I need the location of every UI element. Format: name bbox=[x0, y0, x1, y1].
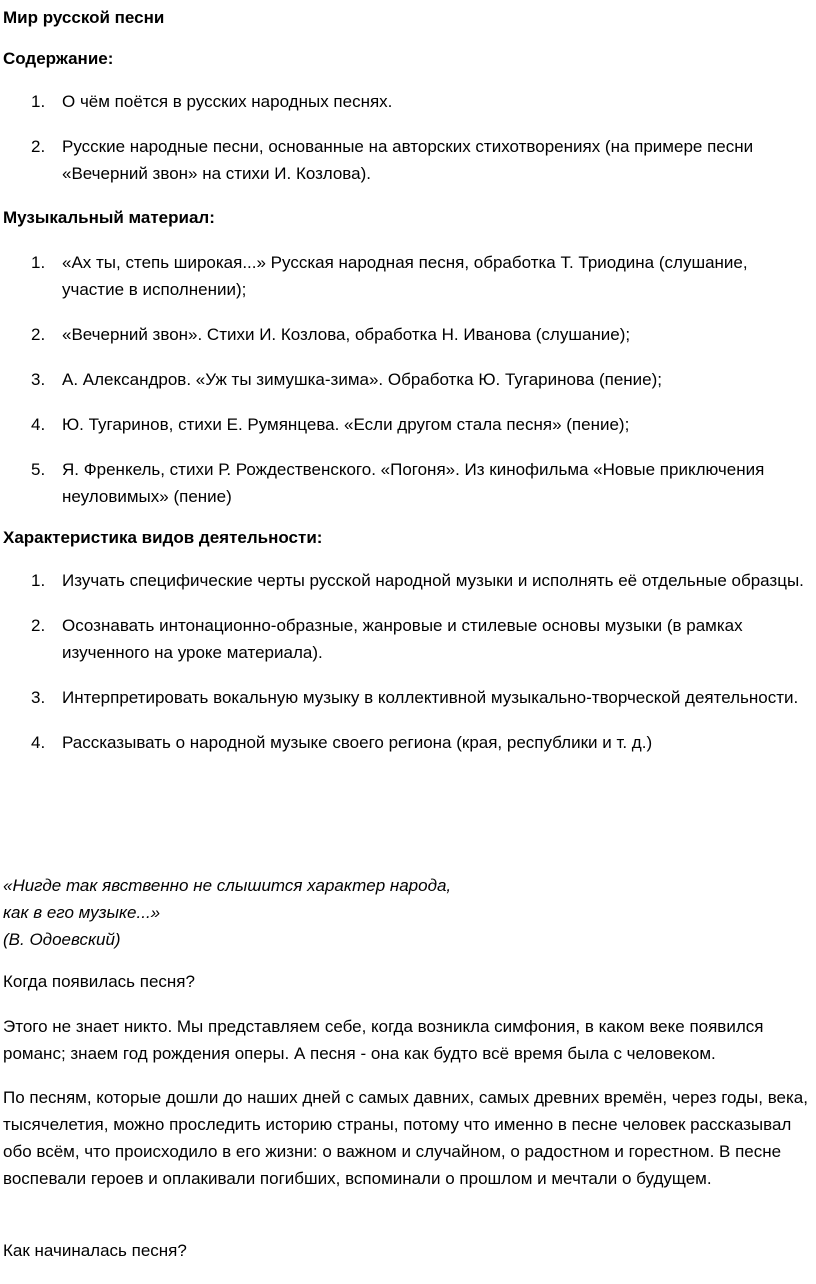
epigraph bbox=[3, 872, 451, 953]
list-item-text: Я. Френкель, стихи Р. Рождественского. «Погоня». Из кинофильма «Новые приключения неуловимых» (пение) bbox=[62, 460, 765, 506]
list-number: 3. bbox=[31, 688, 46, 707]
list-item bbox=[0, 684, 810, 711]
list-number: 2. bbox=[31, 137, 46, 156]
list-number: 2. bbox=[31, 325, 46, 344]
epigraph-line: «Нигде так явственно не слышится характер народа, bbox=[3, 876, 452, 895]
list-item-text: Осознавать интонационно-образные, жанровые и стилевые основы музыки (в рамках изученного на уроке материала). bbox=[62, 616, 743, 662]
list-number: 4. bbox=[31, 415, 46, 434]
list-item-text: Ю. Тугаринов, стихи Е. Румянцева. «Если другом стала песня» (пение); bbox=[62, 415, 630, 434]
activities-heading: Характеристика видов деятельности: bbox=[3, 528, 323, 547]
list-number: 1. bbox=[31, 253, 46, 272]
list-item-text: О чём поётся в русских народных песнях. bbox=[62, 92, 393, 111]
list-item-text: Изучать специфические черты русской народной музыки и исполнять её отдельные образцы. bbox=[62, 571, 804, 590]
list-item bbox=[0, 729, 810, 756]
music-heading: Музыкальный материал: bbox=[3, 208, 215, 227]
question-heading: Как начиналась песня? bbox=[3, 1241, 187, 1260]
paragraph: Этого не знает никто. Мы представляем себе, когда возникла симфония, в каком веке появился романс; знаем год рождения оперы. А песня - она как будто всё время была с человеком. bbox=[3, 1017, 764, 1063]
document-title: Мир русской песни bbox=[3, 8, 165, 27]
list-item-text: Интерпретировать вокальную музыку в коллективной музыкально-творческой деятельности. bbox=[62, 688, 799, 707]
list-item bbox=[0, 366, 810, 393]
music-list bbox=[0, 249, 810, 528]
epigraph-line: как в его музыке...» bbox=[3, 903, 161, 922]
list-item bbox=[0, 567, 810, 594]
list-item bbox=[0, 612, 810, 666]
list-item-text: «Вечерний звон». Стихи И. Козлова, обработка Н. Иванова (слушание); bbox=[62, 325, 631, 344]
question-heading: Когда появилась песня? bbox=[3, 972, 195, 991]
list-item bbox=[0, 249, 810, 303]
list-number: 5. bbox=[31, 460, 46, 479]
contents-heading: Содержание: bbox=[3, 49, 114, 68]
list-item bbox=[0, 133, 810, 187]
list-number: 4. bbox=[31, 733, 46, 752]
list-number: 1. bbox=[31, 571, 46, 590]
list-item-text: Русские народные песни, основанные на авторских стихотворениях (на примере песни «Вечерний звон» на стихи И. Козлова). bbox=[62, 137, 754, 183]
paragraph: По песням, которые дошли до наших дней с самых давних, самых древних времён, через годы, века, тысячелетия, можно проследить историю страны, потому что именно в песне человек рассказывал обо всём, что происходило в его жизни: о важном и случайном, о радостном и горестном. В песне воспевали героев и оплакивали погибших, вспоминали о прошлом и мечтали о будущем. bbox=[3, 1088, 808, 1188]
list-item bbox=[0, 321, 810, 348]
contents-list bbox=[0, 88, 810, 205]
list-number: 2. bbox=[31, 616, 46, 635]
epigraph-author: (В. Одоевский) bbox=[3, 930, 121, 949]
list-item bbox=[0, 88, 810, 115]
list-item bbox=[0, 411, 810, 438]
list-item-text: Рассказывать о народной музыке своего региона (края, республики и т. д.) bbox=[62, 733, 653, 752]
list-number: 1. bbox=[31, 92, 46, 111]
activities-list bbox=[0, 567, 810, 774]
list-item-text: А. Александров. «Уж ты зимушка-зима». Обработка Ю. Тугаринова (пение); bbox=[62, 370, 663, 389]
list-item bbox=[0, 456, 810, 510]
list-item-text: «Ах ты, степь широкая...» Русская народная песня, обработка Т. Триодина (слушание, участие в исполнении); bbox=[62, 253, 748, 299]
list-number: 3. bbox=[31, 370, 46, 389]
